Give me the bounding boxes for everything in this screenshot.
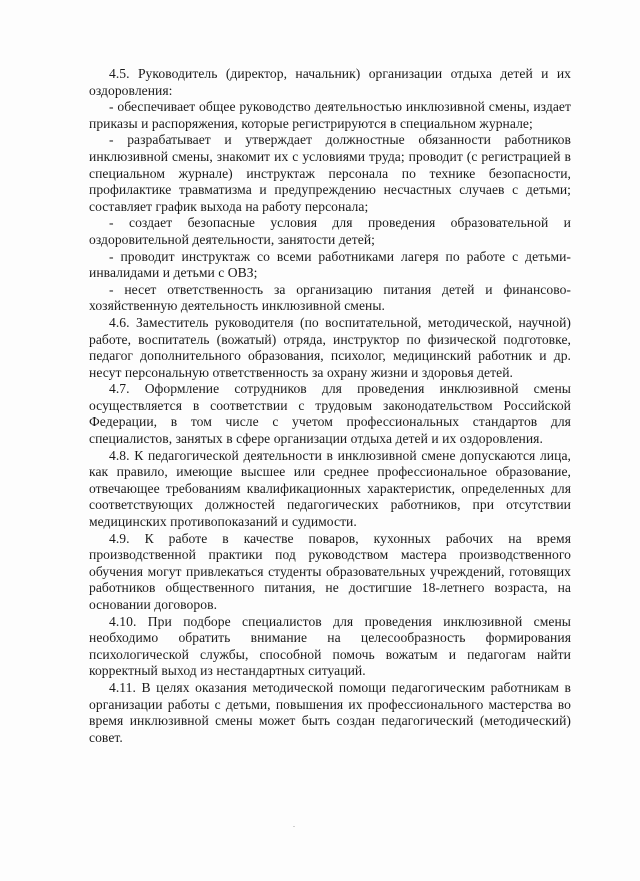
paragraph-4-5-heading: 4.5. Руководитель (директор, начальник) организации отдыха детей и их оздоровления: [89,66,571,98]
paragraph-4-11: 4.11. В целях оказания методической помощи педагогическим работникам в организации работы с детьми, повышения их профессионального мастерства во время инклюзивной смены может быть создан педагогический (методический) совет. [89,679,571,745]
paragraph-4-9: 4.9. К работе в качестве поваров, кухонных рабочих на время производственной практики под руководством мастера производственного обучения могут привлекаться студенты образовательных учреждений, готовящих работников общественного питания, не достигшие 18-летнего возраста, на основании договоров. [89,530,571,612]
document-body [89,66,571,746]
paragraph-4-5-item-safety-conditions: - создает безопасные условия для проведения образовательной и оздоровительной деятельности, занятости детей; [89,215,571,247]
paragraph-4-5-item-duties: - разрабатывает и утверждает должностные обязанности работников инклюзивной смены, знакомит их с условиями труда; проводит (с регистрацией в специальном журнале) инструктаж персонала по технике безопасности, профилактике травматизма и предупреждению несчастных случаев с детьми; составляет график выхода на работу персонала; [89,132,571,214]
paragraph-4-5-item-responsibility: - несет ответственность за организацию питания детей и финансово-хозяйственную деятельность инклюзивной смены. [89,281,571,314]
paragraph-4-10: 4.10. При подборе специалистов для проведения инклюзивной смены необходимо обратить внимание на целесообразность формирования психологической службы, способной помочь вожатым и педагогам найти корректный выход из нестандартных ситуаций. [89,613,571,679]
paragraph-4-6: 4.6. Заместитель руководителя (по воспитательной, методической, научной) работе, воспитатель (вожатый) отряда, инструктор по физической подготовке, педагог дополнительного образования, психолог, медицинский работник и др. несут персональную ответственность за охрану жизни и здоровья детей. [89,314,571,380]
paragraph-4-5-item-general-management: - обеспечивает общее руководство деятельностью инклюзивной смены, издает приказы и распоряжения, которые регистрируются в специальном журнале; [89,99,571,131]
paragraph-4-5-item-briefing: - проводит инструктаж со всеми работниками лагеря по работе с детьми-инвалидами и детьми с ОВЗ; [89,248,571,281]
paragraph-4-7: 4.7. Оформление сотрудников для проведения инклюзивной смены осуществляется в соответствии с трудовым законодательством Российской Федерации, в том числе с учетом профессиональных стандартов для специалистов, занятых в сфере организации отдыха детей и их оздоровления. [89,381,571,447]
paragraph-4-8: 4.8. К педагогической деятельности в инклюзивной смене допускаются лица, как правило, имеющие высшее или среднее профессиональное образование, отвечающее требованиям квалификационных характеристик, определенных для соответствующих должностей педагогических работников, при отсутствии медицинских противопоказаний и судимости. [89,447,571,530]
scan-speck [293,826,295,827]
